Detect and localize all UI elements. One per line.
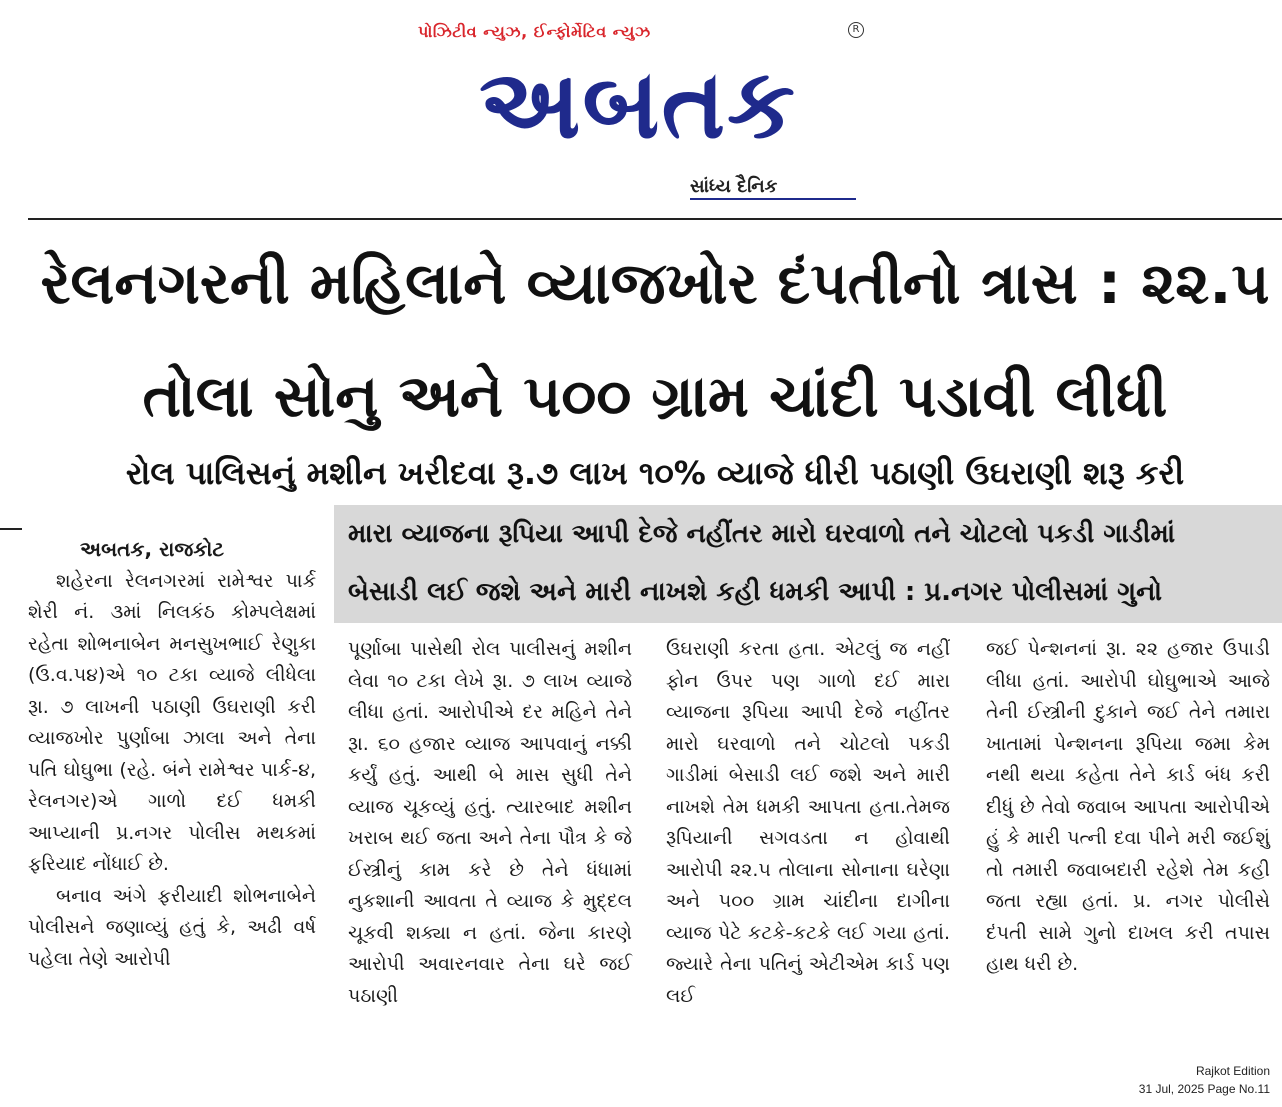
article-column-4 — [986, 634, 1270, 981]
dateline: અબતક, રાજકોટ — [80, 537, 225, 561]
article-column-2-text: પૂર્ણાબા પાસેથી રોલ પાલીસનું મશીન લેવા ૧૦ ટકા લેખે રૂા. ૭ લાખ વ્યાજે લીધા હતાં. આરોપીએ દર મહિને તેને રૂા. ૬૦ હજાર વ્યાજ આપવાનું નક્કી કર્યું હતું. આથી બે માસ સુધી તેને વ્યાજ ચૂકવ્યું હતું. ત્યારબાદ મશીન ખરાબ થઈ જતા અને તેના પૌત્ર કે જે ઈસ્ત્રીનું કામ કરે છે તેને ધંધામાં નુકશાની આવતા તે વ્યાજ કે મુદ્દલ ચૂકવી શક્યા ન હતાં. જેના કારણે આરોપી અવારનવાર તેના ઘરે જઈ પઠાણી — [348, 638, 632, 1007]
callout-line-1: મારા વ્યાજના રૂપિયા આપી દેજે નહીંતર મારો ઘરવાળો તને ચોટલો પકડી ગાડીમાં — [348, 519, 1176, 549]
subtitle-underline — [690, 198, 856, 200]
subheadline: રોલ પાલિસનું મશીન ખરીદવા રૂ.૭ લાખ ૧૦% વ્યાજે ધીરી પઠાણી ઉઘરાણી શરૂ કરી — [125, 454, 1185, 492]
masthead-tagline: પોઝિટીવ ન્યુઝ, ઈન્ફોર્મેટિવ ન્યુઝ — [418, 22, 651, 41]
masthead-subtitle: સાંધ્ય દૈનિક — [690, 176, 778, 197]
edition-info — [1139, 1062, 1270, 1098]
column-marker — [0, 528, 22, 530]
article-paragraph-1: શહેરના રેલનગરમાં રામેશ્વર પાર્ક શેરી નં. ૩માં નિલકંઠ કોમ્પલેક્ષમાં રહેતા શોભનાબેન મનસુખભાઈ રેણુકા (ઉ.વ.૫૪)એ ૧૦ ટકા વ્યાજે લીધેલા રૂા. ૭ લાખની પઠાણી ઉઘરાણી કરી વ્યાજખોર પુર્ણાબા ઝાલા અને તેના પતિ ઘોઘુભા (રહે. બંને રામેશ્વર પાર્ક-૪, રેલનગર)એ ગાળો દઈ ધમકી આપ્યાની પ્ર.નગર પોલીસ મથકમાં ફરિયાદ નોંધાઈ છે. — [28, 569, 316, 875]
newspaper-logo — [418, 44, 858, 162]
headline-line-1: રેલનગરની મહિલાને વ્યાજખોર દંપતીનો ત્રાસ : ૨૨.૫ — [40, 249, 1270, 317]
article-column-1 — [28, 534, 316, 975]
edition-date-page: 31 Jul, 2025 Page No.11 — [1138, 1082, 1270, 1096]
callout-line-2: બેસાડી લઈ જશે અને મારી નાખશે કહી ધમકી આપી : પ્ર.નગર પોલીસમાં ગુનો — [348, 577, 1163, 607]
article-column-3 — [666, 634, 950, 1012]
article-paragraph-2: બનાવ અંગે ફરીયાદી શોભનાબેને પોલીસને જણાવ્યું હતું કે, અઢી વર્ષ પહેલા તેણે આરોપી — [28, 884, 316, 970]
highlight-callout — [334, 505, 1282, 623]
article-column-4-text: જઈ પેન્શનનાં રૂા. ૨૨ હજાર ઉપાડી લીધા હતાં. આરોપી ઘોઘુભાએ આજે તેની ઈસ્ત્રીની દુકાને જઈ તેને તમારા ખાતામાં પેન્શનના રૂપિયા જમા કેમ નથી થયા કહેતા તેને કાર્ડ બંધ કરી દીધું છે તેવો જવાબ આપતા આરોપીએ હું કે મારી પત્ની દવા પીને મરી જઈશું તો તમારી જવાબદારી રહેશે તેમ કહી જતા રહ્યા હતાં. પ્ર. નગર પોલીસે દંપતી સામે ગુનો દાખલ કરી તપાસ હાથ ધરી છે. — [986, 638, 1270, 975]
article-column-2 — [348, 634, 632, 1012]
masthead-divider — [28, 218, 1282, 220]
logo-wordmark: અબતક — [479, 48, 797, 160]
headline-line-2: તોલા સોનુ અને ૫૦૦ ગ્રામ ચાંદી પડાવી લીધી — [142, 362, 1168, 430]
article-column-3-text: ઉઘરાણી કરતા હતા. એટલું જ નહીં ફોન ઉપર પણ ગાળો દઈ મારા વ્યાજના રૂપિયા આપી દેજે નહીંતર મારો ઘરવાળો તને ચોટલો પકડી ગાડીમાં બેસાડી લઈ જશે અને મારી નાખશે તેમ ધમકી આપતા હતા.તેમજ રૂપિયાની સગવડતા ન હોવાથી આરોપી ૨૨.૫ તોલાના સોનાના ઘરેણા અને ૫૦૦ ગ્રામ ચાંદીના દાગીના વ્યાજ પેટે કટકે-કટકે લઈ ગયા હતાં. જ્યારે તેના પતિનું એટીએમ કાર્ડ પણ લઈ — [666, 638, 950, 1007]
edition-name: Rajkot Edition — [1195, 1064, 1270, 1078]
registered-mark-icon: R — [848, 22, 864, 38]
